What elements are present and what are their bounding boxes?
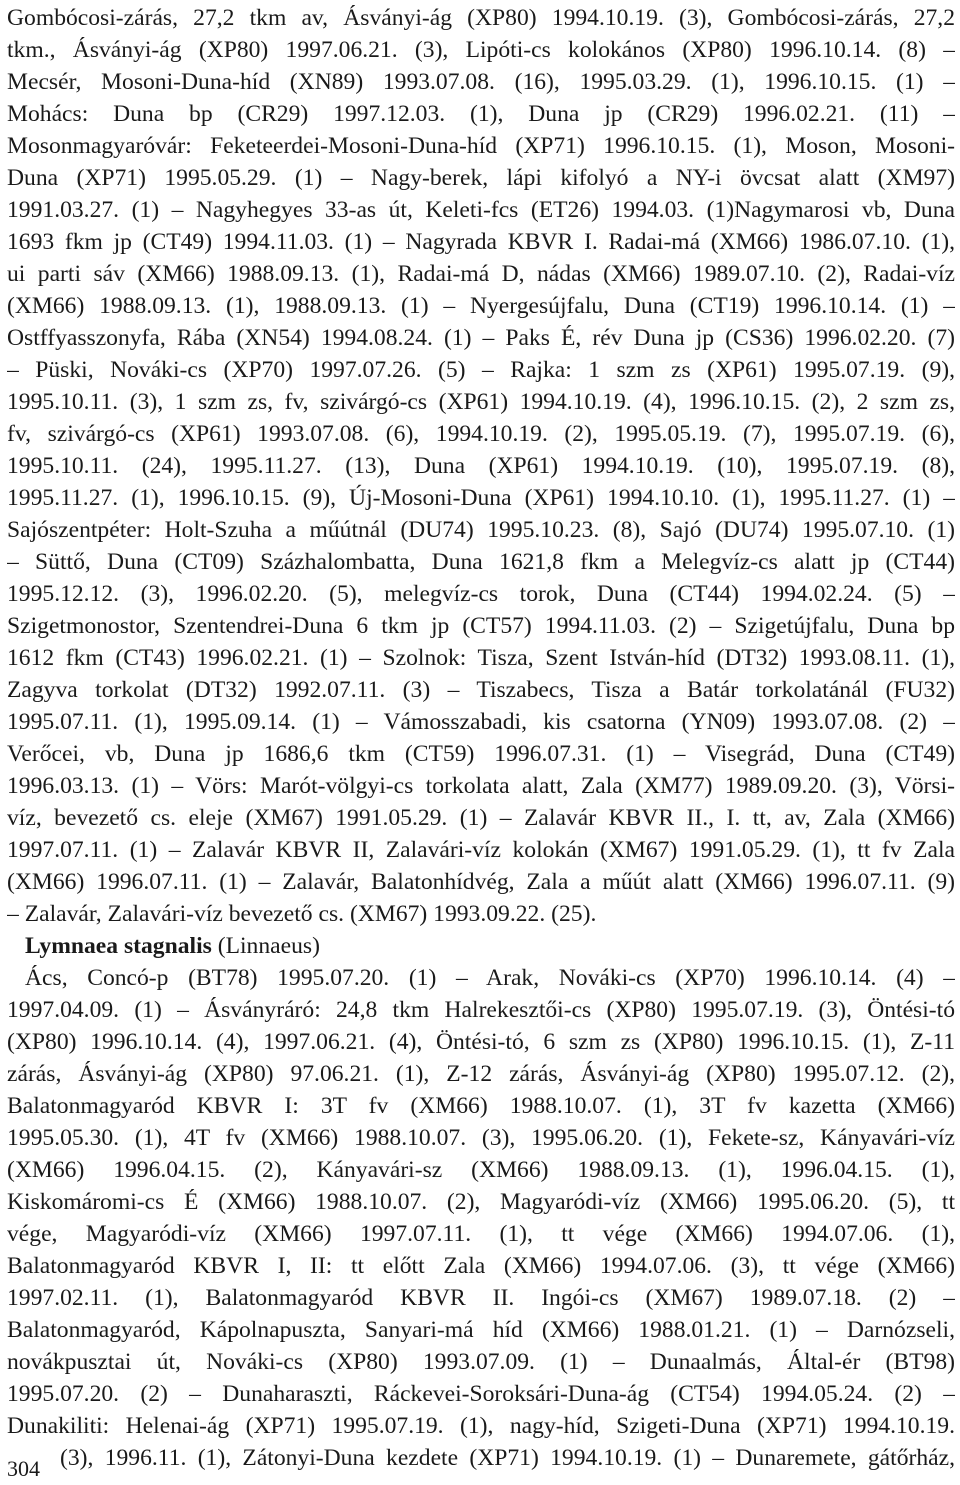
text-line: Szigetmonostor, Szentendrei-Duna 6 tkm jp (CT57) 1994.11.03. (2) – Szigetújfalu, Duna bp [7, 613, 955, 639]
text-line: Gombócosi-zárás, 27,2 tkm av, Ásványi-ág (XP80) 1994.10.19. (3), Gombócosi-zárás, 27,2 [7, 5, 955, 31]
text-line: 1997.07.11. (1) – Zalavár KBVR II, Zalavári-víz kolokán (XM67) 1991.05.29. (1), tt fv Zala [7, 837, 955, 863]
text-line: fv, szivárgó-cs (XP61) 1993.07.08. (6), 1994.10.19. (2), 1995.05.19. (7), 1995.07.19. (6), [7, 421, 955, 447]
text-line: 1995.11.27. (1), 1996.10.15. (9), Új-Mosoni-Duna (XP61) 1994.10.10. (1), 1995.11.27. (1) – [7, 485, 955, 511]
text-line: 1612 fkm (CT43) 1996.02.21. (1) – Szolnok: Tisza, Szent István-híd (DT32) 1993.08.11. (1), [7, 645, 955, 671]
page-number: 304 [7, 1456, 40, 1481]
text-line: Verőcei, vb, Duna jp 1686,6 tkm (CT59) 1996.07.31. (1) – Visegrád, Duna (CT49) [7, 741, 955, 767]
text-line: 1995.12.12. (3), 1996.02.20. (5), melegvíz-cs torok, Duna (CT44) 1994.02.24. (5) – [7, 581, 955, 607]
text-line: (XM66) 1996.07.11. (1) – Zalavár, Balatonhídvég, Zala a műút alatt (XM66) 1996.07.11. (9) [7, 869, 955, 895]
text-line: (3), 1996.11. (1), Zátonyi-Duna kezdete (XP71) 1994.10.19. (1) – Dunaremete, gátőrház, [60, 1445, 955, 1471]
text-line: – Süttő, Duna (CT09) Százhalombatta, Duna 1621,8 fkm a Melegvíz-cs alatt jp (CT44) [7, 549, 955, 575]
text-line: – Zalavár, Zalavári-víz bevezető cs. (XM67) 1993.09.22. (25). [7, 901, 597, 927]
text-line: Mecsér, Mosoni-Duna-híd (XN89) 1993.07.08. (16), 1995.03.29. (1), 1996.10.15. (1) – [7, 69, 955, 95]
text-line: tkm., Ásványi-ág (XP80) 1997.06.21. (3), Lipóti-cs kolokános (XP80) 1996.10.14. (8) – [7, 37, 955, 63]
text-line: 1997.02.11. (1), Balatonmagyaród KBVR II. Ingói-cs (XM67) 1989.07.18. (2) – [7, 1285, 955, 1311]
text-line: (XM66) 1996.04.15. (2), Kányavári-sz (XM66) 1988.09.13. (1), 1996.04.15. (1), [7, 1157, 955, 1183]
text-line: Balatonmagyaród, Kápolnapuszta, Sanyari-má híd (XM66) 1988.01.21. (1) – Darnózseli, [7, 1317, 955, 1343]
text-line: Ács, Concó-p (BT78) 1995.07.20. (1) – Arak, Nováki-cs (XP70) 1996.10.14. (4) – [25, 965, 955, 991]
text-line: zárás, Ásványi-ág (XP80) 97.06.21. (1), Z-12 zárás, Ásványi-ág (XP80) 1995.07.12. (2), [7, 1061, 955, 1087]
text-line: (XM66) 1988.09.13. (1), 1988.09.13. (1) – Nyergesújfalu, Duna (CT19) 1996.10.14. (1) – [7, 293, 955, 319]
text-line: Sajószentpéter: Holt-Szuha a műútnál (DU74) 1995.10.23. (8), Sajó (DU74) 1995.07.10. (1) [7, 517, 955, 543]
text-line: Ostffyasszonyfa, Rába (XN54) 1994.08.24. (1) – Paks É, rév Duna jp (CS36) 1996.02.20. (7) [7, 325, 955, 351]
text-line: Duna (XP71) 1995.05.29. (1) – Nagy-berek, lápi kifolyó a NY-i övcsat alatt (XM97) [7, 165, 955, 191]
text-line: vége, Magyaródi-víz (XM66) 1997.07.11. (1), tt vége (XM66) 1994.07.06. (1), [7, 1221, 955, 1247]
text-line: 1995.05.30. (1), 4T fv (XM66) 1988.10.07. (3), 1995.06.20. (1), Fekete-sz, Kányavári-víz [7, 1125, 955, 1151]
text-line: Mosonmagyaróvár: Feketeerdei-Mosoni-Duna-híd (XP71) 1996.10.15. (1), Moson, Mosoni- [7, 133, 955, 159]
text-line: Balatonmagyaród KBVR I: 3T fv (XM66) 1988.10.07. (1), 3T fv kazetta (XM66) [7, 1093, 955, 1119]
text-line: novákpusztai út, Nováki-cs (XP80) 1993.07.09. (1) – Dunaalmás, Által-ér (BT98) [7, 1349, 955, 1375]
text-line: 1995.10.11. (3), 1 szm zs, fv, szivárgó-cs (XP61) 1994.10.19. (4), 1996.10.15. (2), 2 szm zs, [7, 389, 955, 415]
text-line: Kiskomáromi-cs É (XM66) 1988.10.07. (2), Magyaródi-víz (XM66) 1995.06.20. (5), tt [7, 1189, 955, 1215]
text-line: (XP80) 1996.10.14. (4), 1997.06.21. (4), Öntési-tó, 6 szm zs (XP80) 1996.10.15. (1), Z-11 [7, 1029, 955, 1055]
text-line: 1995.10.11. (24), 1995.11.27. (13), Duna (XP61) 1994.10.19. (10), 1995.07.19. (8), [7, 453, 955, 479]
text-line: 1995.07.11. (1), 1995.09.14. (1) – Vámosszabadi, kis csatorna (YN09) 1993.07.08. (2) – [7, 709, 955, 735]
text-line: Mohács: Duna bp (CR29) 1997.12.03. (1), Duna jp (CR29) 1996.02.21. (11) – [7, 101, 955, 127]
text-line: – Püski, Nováki-cs (XP70) 1997.07.26. (5) – Rajka: 1 szm zs (XP61) 1995.07.19. (9), [7, 357, 955, 383]
text-line: 1693 fkm jp (CT49) 1994.11.03. (1) – Nagyrada KBVR I. Radai-má (XM66) 1986.07.10. (1), [7, 229, 955, 255]
text-line: 1995.07.20. (2) – Dunaharaszti, Ráckevei-Soroksári-Duna-ág (CT54) 1994.05.24. (2) – [7, 1381, 955, 1407]
text-line: ui parti sáv (XM66) 1988.09.13. (1), Radai-má D, nádas (XM66) 1989.07.10. (2), Radai-víz [7, 261, 955, 287]
text-line: Zagyva torkolat (DT32) 1992.07.11. (3) – Tiszabecs, Tisza a Batár torkolatánál (FU32) [7, 677, 955, 703]
text-line: 1991.03.27. (1) – Nagyhegyes 33-as út, Keleti-fcs (ET26) 1994.03. (1)Nagymarosi vb, Duna [7, 197, 955, 223]
text-line: Dunakiliti: Helenai-ág (XP71) 1995.07.19. (1), nagy-híd, Szigeti-Duna (XP71) 1994.10.19. [7, 1413, 955, 1439]
text-line: víz, bevezető cs. eleje (XM67) 1991.05.29. (1) – Zalavár KBVR II., I. tt, av, Zala (XM66) [7, 805, 955, 831]
species-author: (Linnaeus) [217, 933, 320, 959]
species-name: Lymnaea stagnalis [25, 933, 212, 959]
text-line: 1997.04.09. (1) – Ásványráró: 24,8 tkm Halrekesztői-cs (XP80) 1995.07.19. (3), Öntési-tó [7, 997, 955, 1023]
species-heading [25, 930, 320, 962]
text-line: 1996.03.13. (1) – Vörs: Marót-völgyi-cs torkolata alatt, Zala (XM77) 1989.09.20. (3), Vörsi- [7, 773, 955, 799]
text-line: Balatonmagyaród KBVR I, II: tt előtt Zala (XM66) 1994.07.06. (3), tt vége (XM66) [7, 1253, 955, 1279]
